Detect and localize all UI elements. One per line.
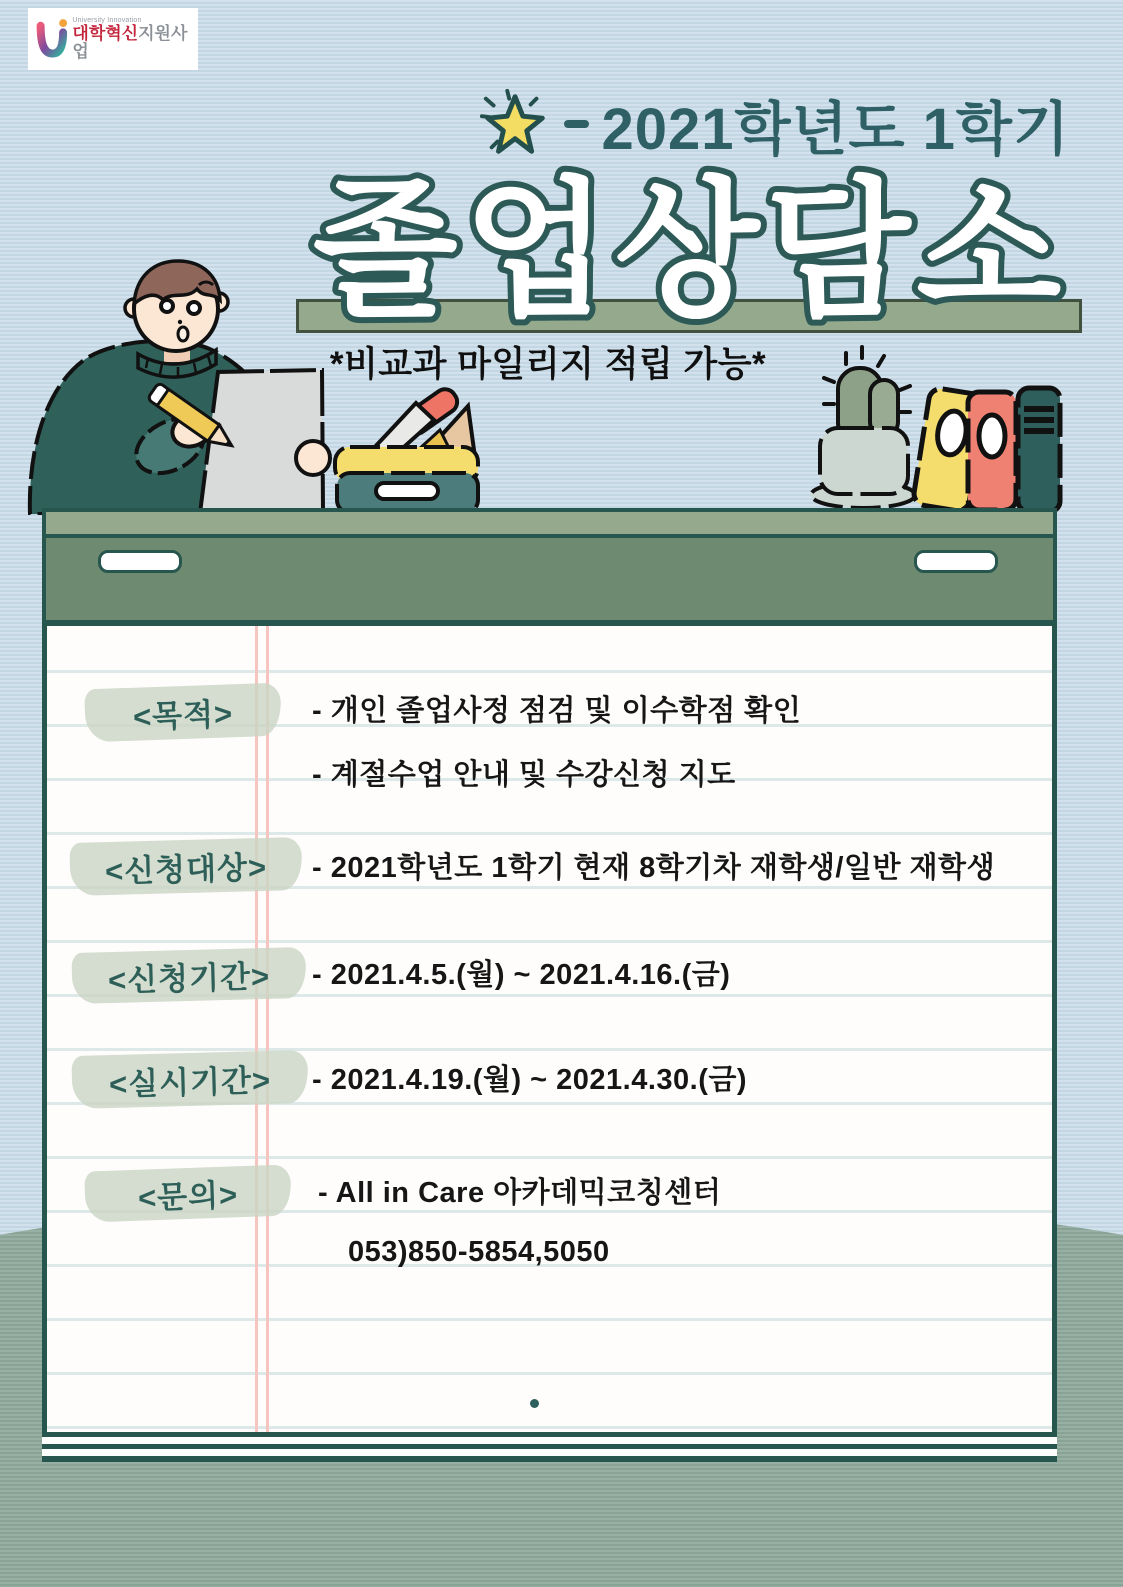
- desk-top-strip: [46, 512, 1053, 538]
- notepad-margin-lines: [255, 626, 269, 1432]
- logo-english-text: University Innovation: [72, 17, 142, 25]
- logo-brand-gray: 지원사업: [72, 23, 188, 61]
- pencil-case-illustration: [335, 385, 478, 513]
- note-dot: [530, 1399, 539, 1408]
- books-illustration: [912, 387, 1060, 512]
- main-title-text: 졸업상담소: [312, 166, 1068, 334]
- purpose-line-1: - 개인 졸업사정 점검 및 이수학점 확인: [312, 695, 802, 727]
- section-label-purpose: <목적>: [84, 683, 282, 743]
- star-icon: [478, 86, 552, 162]
- section-label-apply-period: <신청기간>: [71, 947, 306, 1004]
- university-innovation-logo: [28, 8, 198, 70]
- notepad-page-edges: [42, 1432, 1057, 1462]
- contact-phone: 053)850-5854,5050: [348, 1236, 610, 1268]
- dash-doodle: [564, 120, 589, 128]
- semester-title: 2021학년도 1학기: [601, 97, 1070, 162]
- desk: [42, 508, 1057, 620]
- section-label-contact: <문의>: [84, 1164, 292, 1222]
- drawer-handle-right: [914, 550, 998, 573]
- logo-brand-red: 대학혁신: [72, 23, 139, 43]
- section-label-target: <신청대상>: [69, 837, 302, 896]
- apply-period-line: - 2021.4.5.(월) ~ 2021.4.16.(금): [312, 959, 731, 991]
- drawer-handle-left: [98, 550, 182, 573]
- subtitle: *비교과 마일리지 적립 가능*: [329, 345, 767, 384]
- cactus-illustration: [811, 347, 915, 508]
- logo-u-mark-icon: [34, 16, 68, 62]
- target-line: - 2021학년도 1학기 현재 8학기차 재학생/일반 재학생: [312, 852, 996, 884]
- section-label-run-period: <실시기간>: [71, 1050, 308, 1109]
- desk-illustration: [20, 240, 1080, 515]
- notepad: [42, 620, 1057, 1432]
- contact-line: - All in Care 아카데믹코칭센터: [318, 1177, 722, 1209]
- run-period-line: - 2021.4.19.(월) ~ 2021.4.30.(금): [312, 1064, 748, 1096]
- semester-heading: [478, 86, 1070, 162]
- purpose-line-2: - 계절수업 안내 및 수강신청 지도: [312, 759, 736, 791]
- person-writing-illustration: [30, 261, 340, 514]
